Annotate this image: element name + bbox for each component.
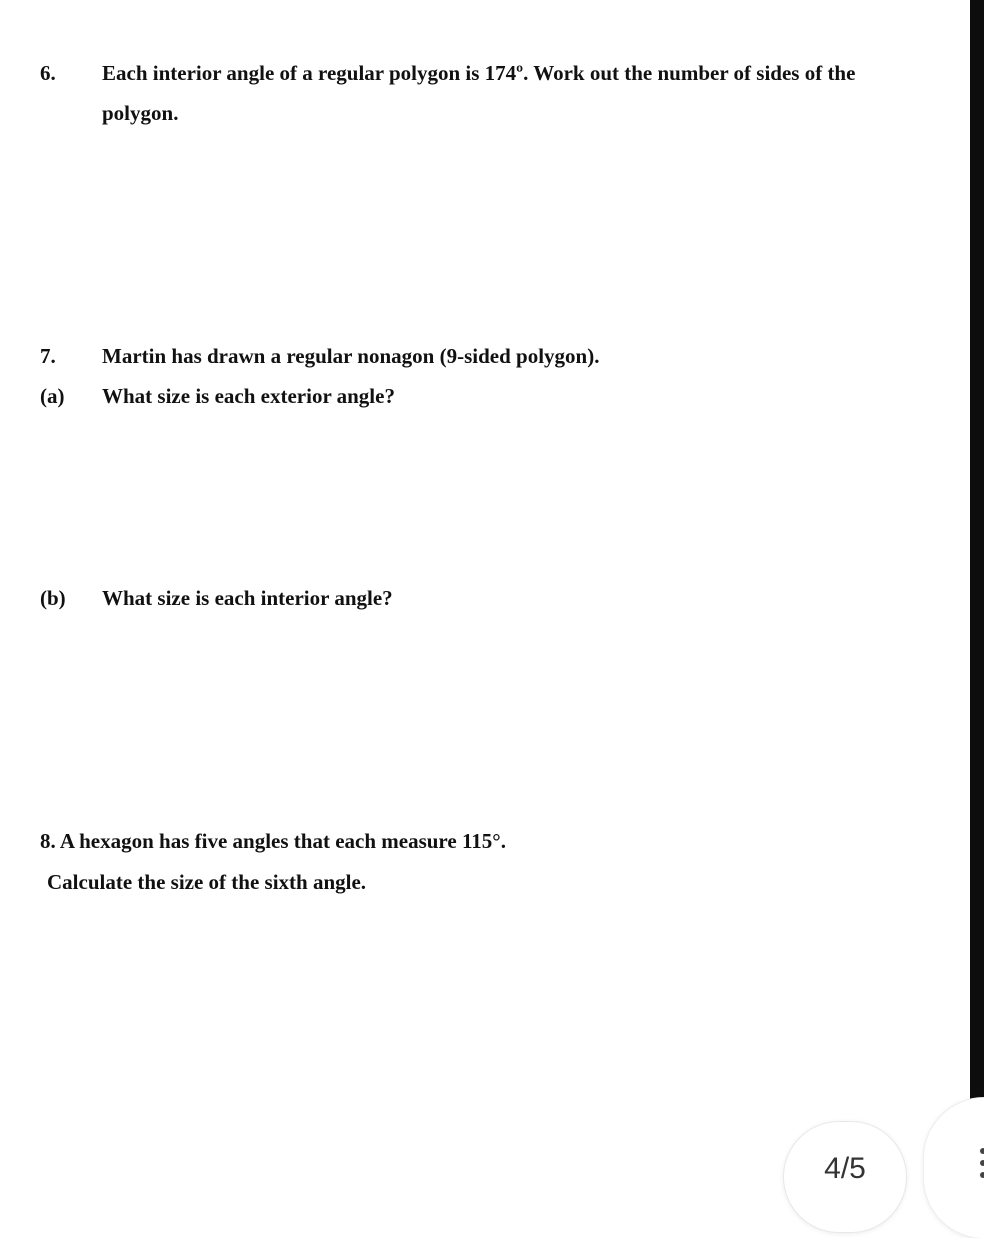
q6-text-line2: polygon. <box>102 101 179 125</box>
scrollbar-edge <box>970 0 984 1100</box>
q7a-label: (a) <box>40 384 65 408</box>
q8-text-line2: Calculate the size of the sixth angle. <box>47 870 367 894</box>
page-indicator-label: 4/5 <box>824 1152 866 1185</box>
q7b-label: (b) <box>40 586 66 610</box>
q7a-text: What size is each exterior angle? <box>102 384 395 408</box>
q7-number: 7. <box>40 344 56 368</box>
more-vertical-icon <box>980 1148 984 1184</box>
q8-text-line1: 8. A hexagon has five angles that each measure 115°. <box>40 829 506 853</box>
q6-text-line1: Each interior angle of a regular polygon is 174º. Work out the number of sides of the <box>102 61 856 85</box>
q7-text: Martin has drawn a regular nonagon (9-sided polygon). <box>102 344 600 368</box>
q7b-text: What size is each interior angle? <box>102 586 393 610</box>
page-indicator[interactable] <box>784 1122 906 1232</box>
q6-number: 6. <box>40 61 56 85</box>
